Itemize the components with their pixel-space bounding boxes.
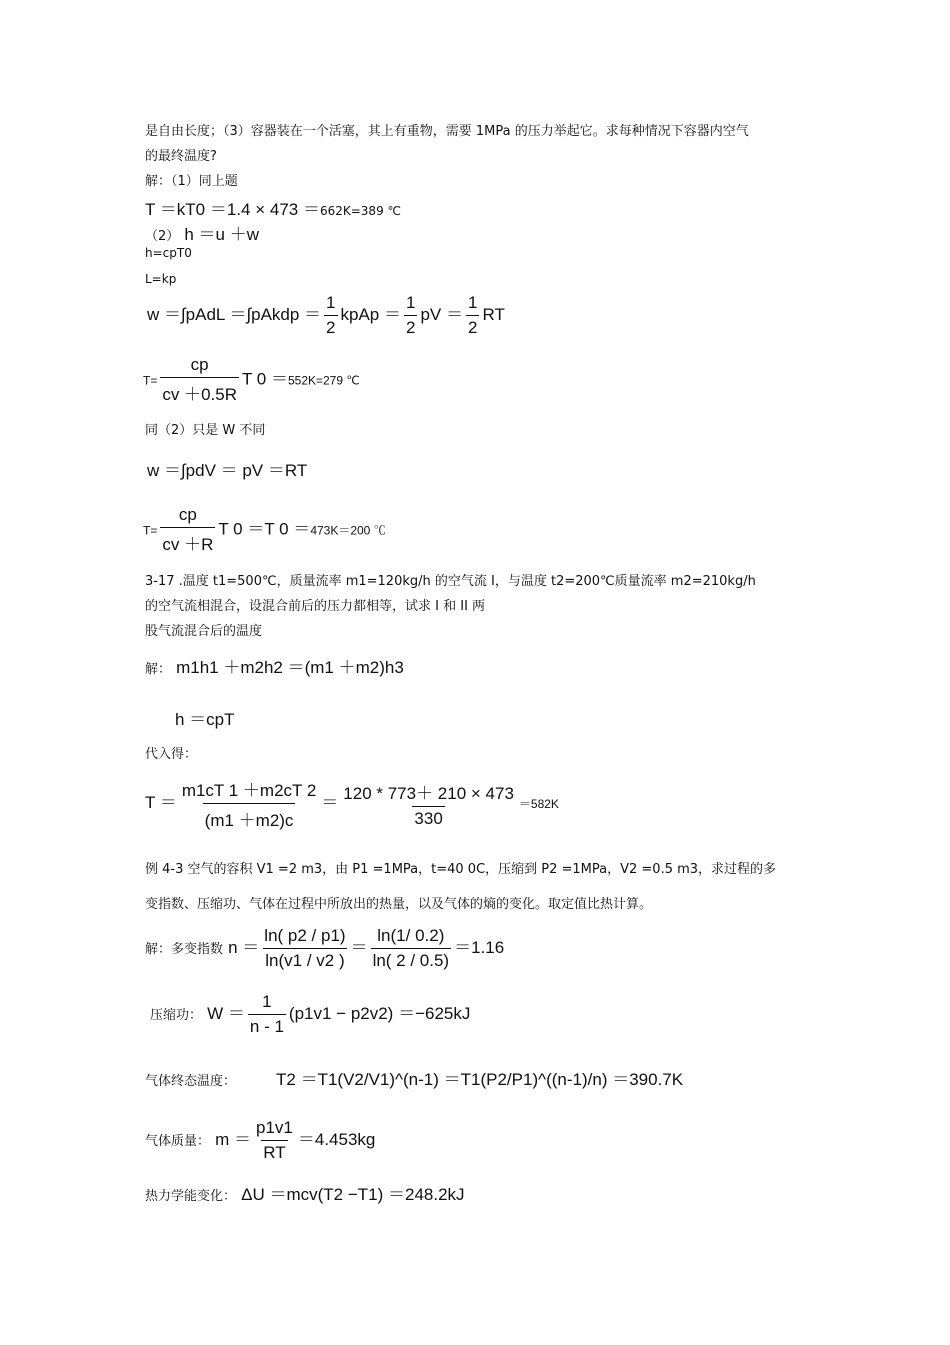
eq-h-u-w: （2） h ＝u ＋w [145,225,260,244]
line-3: 解：（1）同上题 [145,174,238,189]
eq-internal-energy: 热力学能变化： ΔU ＝mcv(T2 −T1) ＝248.2kJ [145,1185,465,1204]
problem-317-line3: 股气流混合后的温度 [145,624,263,639]
eq-compression-work: 压缩功： W ＝ $\frac{1}{n - 1}$ (p1v1 − p2v2) ＝−625kJ [150,992,471,1036]
problem-317-line1: 3-17 .温度 t1=500℃，质量流率 m1=120kg/h 的空气流 I，与温度 t2=200℃质量流率 m2=210kg/h [145,574,756,589]
eq-work-integral: w ＝∫pAdL ＝∫pAkdp ＝ $\frac{1}{2}$ kpAp ＝ $\frac{1}{2}$ pV ＝ $\frac{1}{2}$ RT [147,293,505,337]
line-1: 是自由长度；（3）容器装在一个活塞，其上有重物，需要 1MPa 的压力举起它。求每种情况下容器内空气 [145,124,749,139]
line-2: 的最终温度? [145,149,217,164]
substitute-label: 代入得： [145,747,198,762]
eq-w-pdV: w ＝∫pdV ＝ pV ＝RT [147,461,308,480]
h-definition: h=cpT0 [145,246,192,260]
eq-T-473K: T= $\frac{cp}{cv +R}$ T 0 ＝T 0 ＝473K＝200 ℃ [143,505,386,554]
example-43-line1: 例 4-3 空气的容积 V1 =2 m3，由 P1 =1MPa，t=40 0C，压缩到 P2 =1MPa，V2 =0.5 m3，求过程的多 [145,862,777,877]
L-definition: L=kp [145,272,177,286]
eq-T-kT0: T ＝kT0 ＝1.4 × 473 ＝662K=389 ℃ [145,200,401,219]
eq-T-552K: T= $\frac{cp}{cv +0.5R}$ T 0 ＝552K=279 ℃ [143,355,360,404]
eq-h-cpT: h ＝cpT [175,710,235,729]
example-43-line2: 变指数、压缩功、气体在过程中所放出的热量，以及气体的熵的变化。取定值比热计算。 [145,897,653,912]
eq-gas-mass: 气体质量： m ＝ $\frac{p1v1}{RT}$ ＝4.453kg [145,1118,376,1162]
eq-final-temperature: 气体终态温度： T2 ＝T1(V2/V1)^(n-1) ＝T1(P2/P1)^((n-1)/n) ＝390.7K [145,1070,684,1089]
eq-mixing: 解： m1h1 ＋m2h2 ＝(m1 ＋m2)h3 [145,658,404,677]
problem-317-line2: 的空气流相混合，设混合前后的压力都相等，试求 I 和 II 两 [145,599,486,614]
same-as-2: 同（2）只是 W 不同 [145,423,266,438]
eq-polytropic-index: 解：多变指数 n ＝ $\frac{\ln( p2 / p1)}{\ln(v1 / v2 )}$ ＝ $\frac{\ln(1/ 0.2)}{\ln( 2 / 0.5)}$ ＝1.16 [145,926,505,970]
eq-T-582K: T ＝ $\frac{m1cT 1 +m2cT 2}{(m1 +m2)c}$ ＝ $\frac{120 * 773+ 210 \times 473}{330}$ ＝582K [145,781,559,830]
